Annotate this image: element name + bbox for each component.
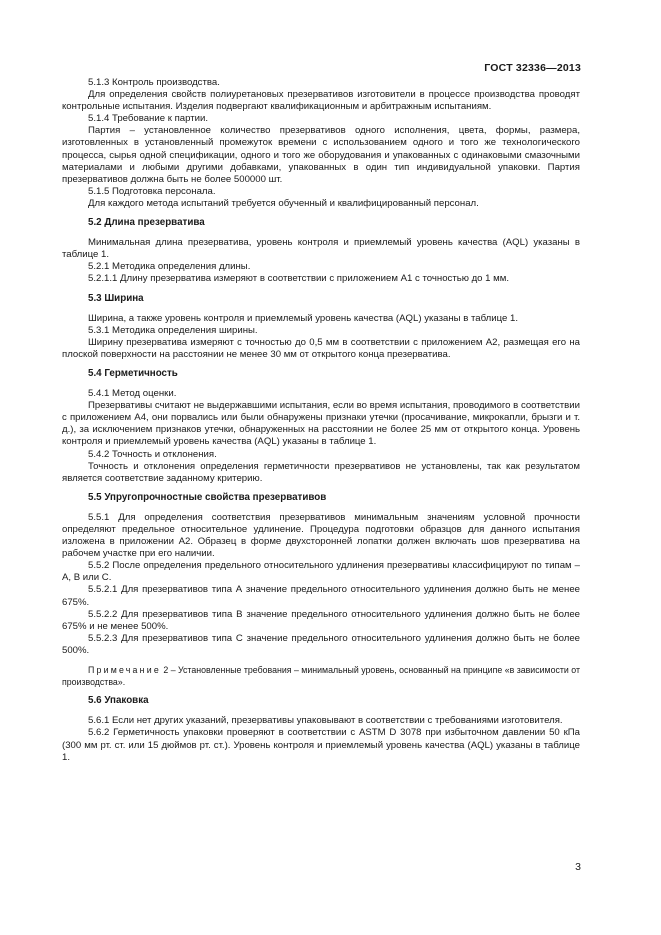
note-text: 2 – Установленные требования – минимальный уровень, основанный на принципе «в зависимости от производства». — [62, 665, 580, 687]
paragraph: 5.3.1 Методика определения ширины. — [88, 324, 258, 336]
section-heading: 5.3 Ширина — [88, 292, 144, 304]
paragraph: 5.2.1.1 Длину презерватива измеряют в соответствии с приложением А1 с точностью до 1 мм. — [88, 273, 510, 285]
paragraph: Для каждого метода испытаний требуется обученный и квалифицированный персонал. — [88, 197, 479, 209]
paragraph: Точность и отклонения определения герметичности презервативов не установлены, так как результатом является соответствие заданному критерию. — [62, 460, 580, 484]
paragraph: Презервативы считают не выдержавшими испытания, если во время испытания, проводимого в соответствии с приложением А4, они порвались или были обнаружены признаки утечки (просачивание, микрокапли, брызги и т. д.), за исключением признаков утечки, обнаруженных на расстоянии не более 25 мм от открытого конца. Уровень контроля и приемлемый уровень качества (AQL) указаны в таблице 1. — [62, 400, 580, 448]
paragraph: 5.5.2.1 Для презервативов типа А значение предельного относительного удлинения должно быть не менее 675%. — [62, 584, 580, 608]
paragraph: 5.1.3 Контроль производства. — [88, 77, 220, 88]
paragraph: 5.2.1 Методика определения длины. — [88, 261, 251, 273]
section-heading: 5.4 Герметичность — [88, 367, 178, 379]
document-header: ГОСТ 32336—2013 — [484, 62, 581, 74]
note — [62, 665, 580, 688]
paragraph: 5.1.5 Подготовка персонала. — [88, 185, 216, 197]
paragraph: 5.6.2 Герметичность упаковки проверяют в соответствии с ASTM D 3078 при избыточном давлении 50 кПа (300 мм рт. ст. или 15 дюймов рт. ст.). Уровень контроля и приемлемый уровень качества (AQL) указаны в таблице 1. — [62, 727, 580, 763]
paragraph: Минимальная длина презерватива, уровень контроля и приемлемый уровень качества (AQL) указаны в таблице 1. — [62, 237, 580, 261]
paragraph: 5.4.2 Точность и отклонения. — [88, 448, 217, 460]
page-number: 3 — [575, 861, 581, 873]
paragraph: 5.5.2.2 Для презервативов типа В значение предельного относительного удлинения должно быть не более 675% и не менее 500%. — [62, 608, 580, 632]
paragraph: Для определения свойств полиуретановых презервативов изготовители в процессе производства проводят контрольные испытания. Изделия подвергают квалификационным и арбитражным испытаниям. — [62, 89, 580, 113]
section-heading: 5.6 Упаковка — [88, 695, 149, 707]
paragraph: 5.6.1 Если нет других указаний, презервативы упаковывают в соответствии с требованиями изготовителя. — [88, 715, 563, 727]
paragraph: Партия – установленное количество презервативов одного исполнения, цвета, формы, размера, изготовленных в установленный промежуток времени с использованием одного и того же технологического процесса, сырья одной спецификации, одного и того же оборудования и упакованных с одинаковыми смазочными материалами и любыми другими добавками, упакованных в один тип индивидуальной упаковки. Партия презервативов должна быть не более 500000 шт. — [62, 125, 580, 185]
paragraph: Ширина, а также уровень контроля и приемлемый уровень качества (AQL) указаны в таблице 1. — [88, 312, 519, 324]
paragraph: 5.5.2 После определения предельного относительного удлинения презервативы классифицируют по типам – А, В или С. — [62, 560, 580, 584]
paragraph: 5.5.2.3 Для презервативов типа С значение предельного относительного удлинения должно быть не более 500%. — [62, 632, 580, 656]
section-heading: 5.2 Длина презерватива — [88, 217, 205, 229]
paragraph: 5.1.4 Требование к партии. — [88, 113, 208, 125]
paragraph: Ширину презерватива измеряют с точностью до 0,5 мм в соответствии с приложением А2, размещая его на плоской поверхности на расстоянии не менее 30 мм от открытого конца презерватива. — [62, 336, 580, 360]
document-body — [62, 77, 580, 764]
section-heading: 5.5 Упругопрочностные свойства презервативов — [88, 491, 327, 503]
note-label: Примечание — [88, 665, 161, 676]
paragraph: 5.5.1 Для определения соответствия презервативов минимальным значениям условной прочности определяют предельное относительное удлинение. Процедура подготовки образцов для данного испытания изложена в приложении А2. Образец в форме двухсторонней лопатки должен включать шов презерватива на рабочем участке при его наличии. — [62, 511, 580, 560]
paragraph: 5.4.1 Метод оценки. — [88, 388, 177, 400]
